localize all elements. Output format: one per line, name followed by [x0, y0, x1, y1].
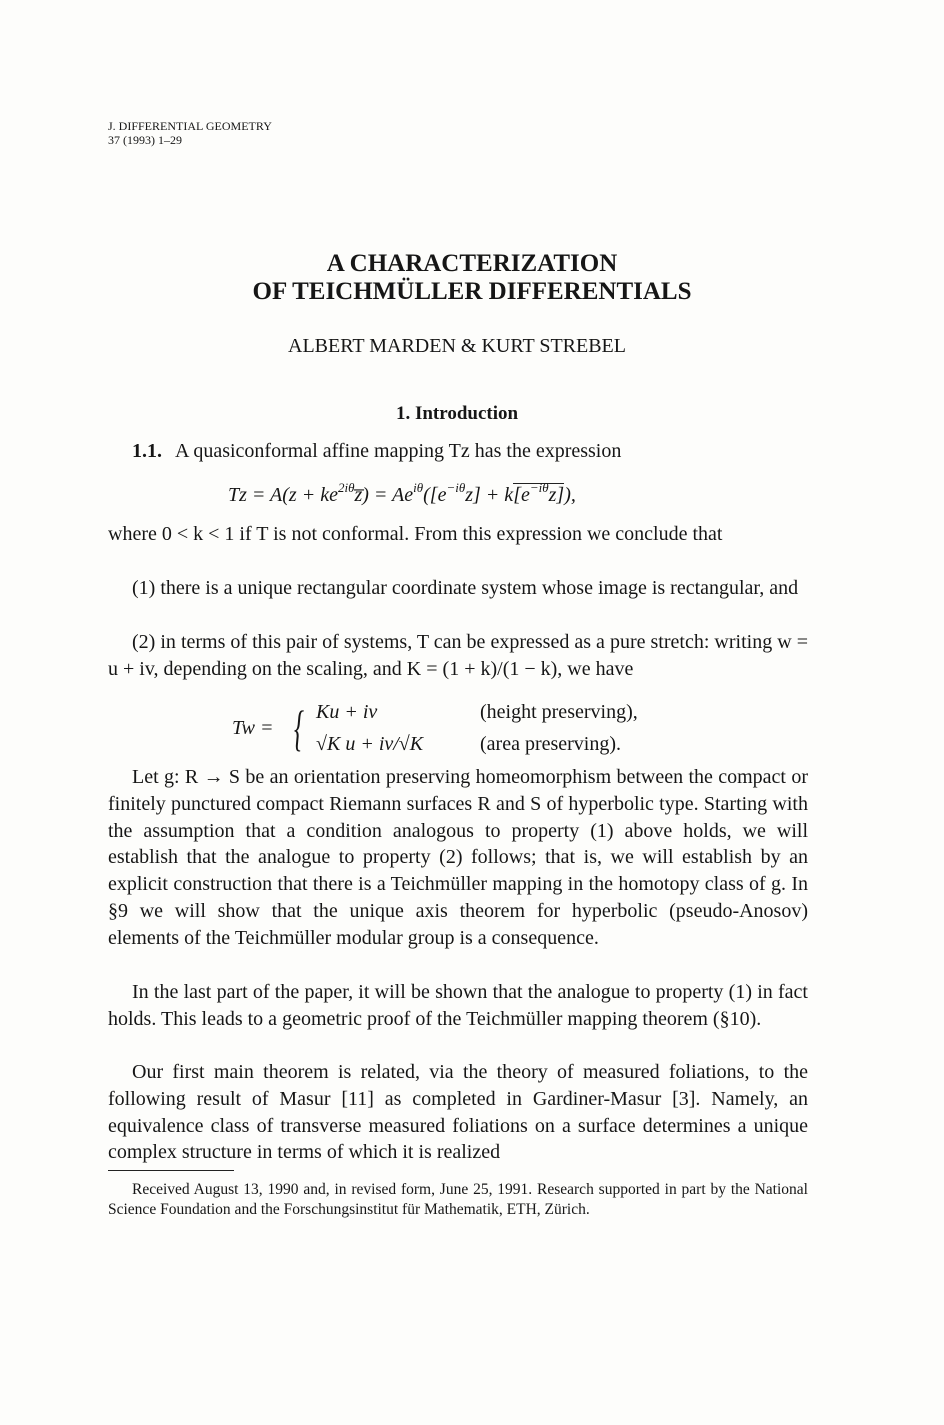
- journal-volume: 37 (1993) 1–29: [108, 133, 182, 147]
- footnote-rule: [108, 1170, 234, 1171]
- paragraph-2: where 0 < k < 1 if T is not conformal. From this expression we conclude that: [108, 523, 723, 545]
- authors: ALBERT MARDEN & KURT STREBEL: [288, 335, 626, 357]
- paragraph-1: [108, 438, 808, 465]
- equation-affine-map: $Tz = A(z + ke^{2i\theta}z̅) = Ae^{i\theta}([e^{-i\theta}z] + k[e^{-i\theta}z])$,: [228, 480, 576, 506]
- footnote-text: Received August 13, 1990 and, in revised form, June 25, 1991. Research supported in part by the National Science Foundation and the Forschungsinstitut für Mathematik, ETH, Zürich.: [108, 1181, 808, 1218]
- subsection-number: 1.1.: [132, 440, 162, 462]
- paragraph-3: (1) there is a unique rectangular coordinate system whose image is rectangular, and: [132, 577, 799, 599]
- equation-lhs: Tw =: [232, 717, 274, 739]
- paragraph-5: Let g: R → S be an orientation preserving homeomorphism between the compact or finitely punctured compact Riemann surfaces R and S of hyperbolic type. Starting with the assumption that a condition analogous to property (1) above holds, we will establish that the analogue to property (2) follows; that is, we will establish by an explicit construction that there is a Teichmüller mapping in the homotopy class of g. In §9 we will show that the unique axis theorem for hyperbolic (pseudo-Anosov) elements of the Teichmüller modular group is a consequence.: [108, 766, 808, 949]
- journal-name: J. DIFFERENTIAL GEOMETRY: [108, 119, 272, 133]
- case-2-note: (area preserving).: [480, 733, 622, 755]
- paragraph-1-text: A quasiconformal affine mapping Tz has the expression: [175, 440, 622, 462]
- section-heading: 1. Introduction: [395, 403, 519, 424]
- case-1-note: (height preserving),: [480, 701, 638, 723]
- case-brace: {: [294, 700, 304, 756]
- equation-stretch-cases: [232, 701, 692, 761]
- case-2-expression: √K u + iv/√K: [316, 733, 424, 755]
- footnote: [108, 1180, 808, 1220]
- journal-header: [108, 119, 272, 147]
- paragraph-4: (2) in terms of this pair of systems, T can be expressed as a pure stretch: writing w = u + iv, depending on the scaling, and K = (1 + k)/(1 − k), we have: [108, 631, 808, 680]
- paragraph-6: In the last part of the paper, it will be shown that the analogue to property (1) in fact holds. This leads to a geometric proof of the Teichmüller mapping theorem (§10).: [108, 981, 808, 1030]
- title-line-2: OF TEICHMÜLLER DIFFERENTIALS: [252, 278, 692, 305]
- case-1-expression: Ku + iv: [316, 701, 378, 723]
- title-line-1: A CHARACTERIZATION: [326, 250, 618, 277]
- paragraph-7: Our first main theorem is related, via the theory of measured foliations, to the following result of Masur [11] as completed in Gardiner-Masur [3]. Namely, an equivalence class of transverse measured foliations on a surface determines a unique complex structure in terms of which it is realized: [108, 1061, 808, 1164]
